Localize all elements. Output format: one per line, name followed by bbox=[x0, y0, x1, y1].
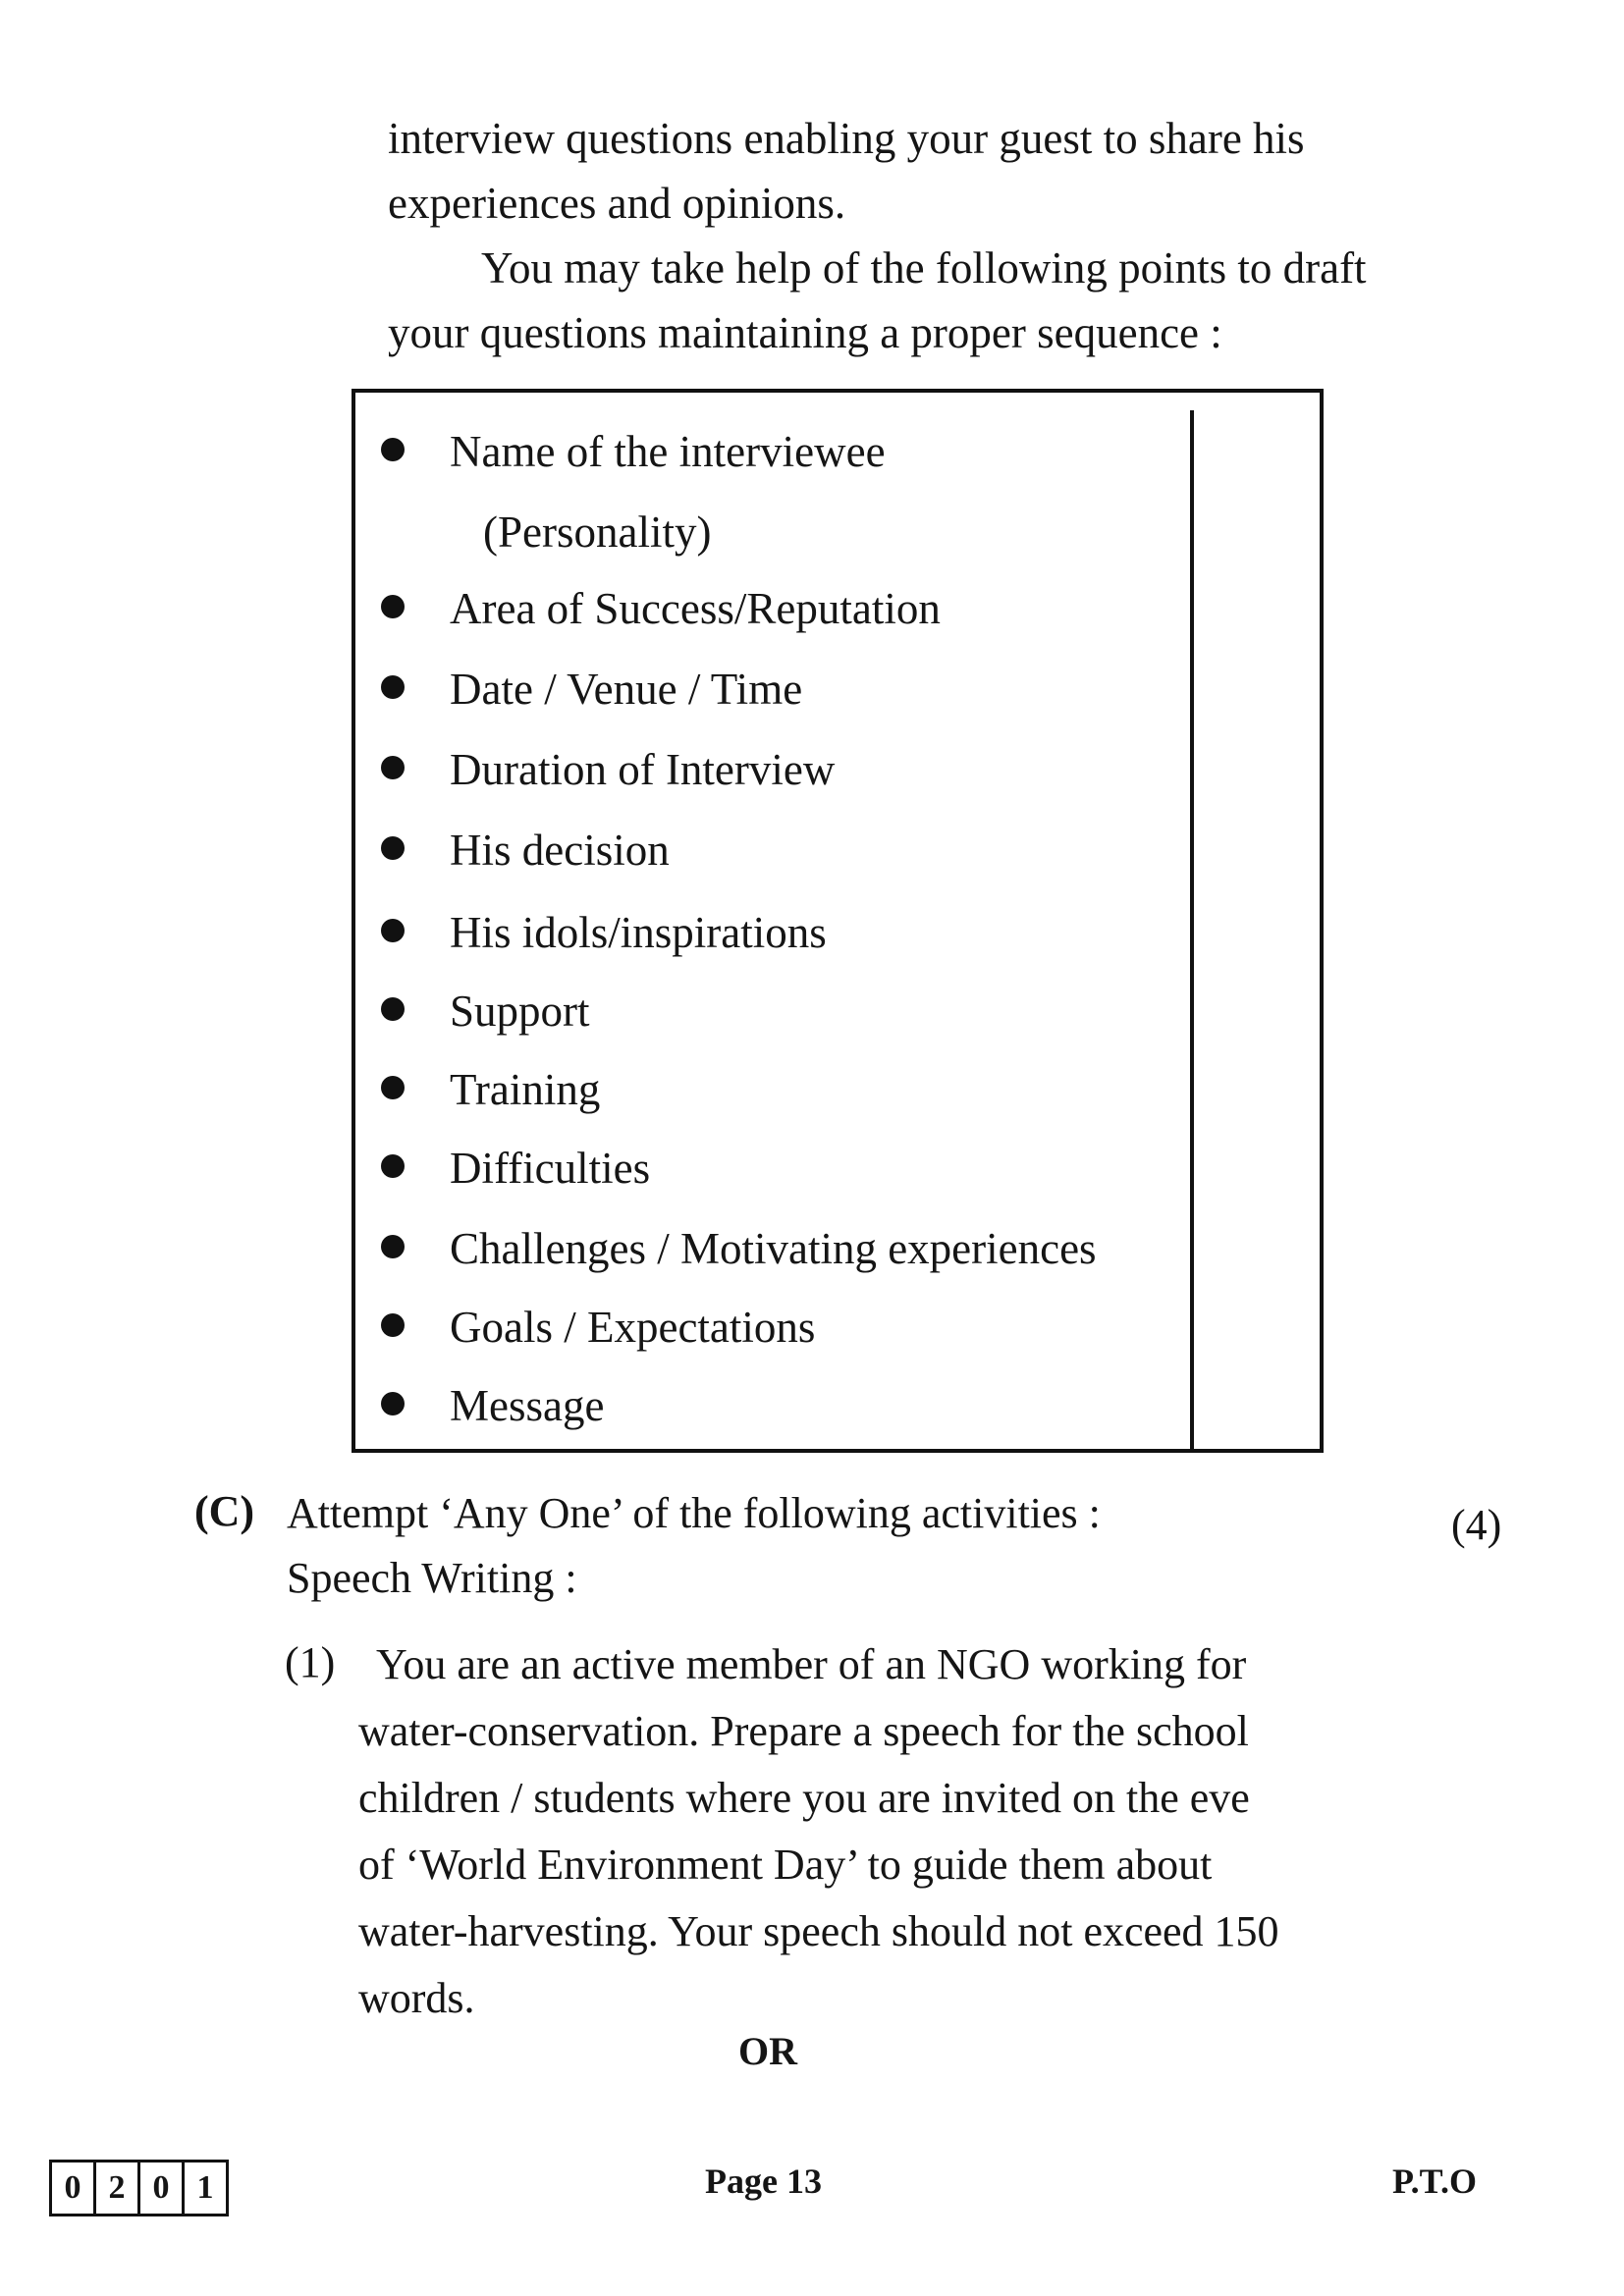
bullet-icon bbox=[381, 1235, 405, 1258]
point-item bbox=[355, 660, 1180, 719]
point-item bbox=[355, 579, 1180, 638]
point-label: Challenges / Motivating experiences bbox=[450, 1224, 1097, 1273]
point-item bbox=[355, 422, 1180, 481]
question-1-line-5 bbox=[358, 1898, 1326, 1965]
section-c-label: (C) bbox=[194, 1487, 255, 1535]
bullet-icon bbox=[381, 1392, 405, 1415]
question-1-number: (1) bbox=[285, 1638, 336, 1686]
section-c-marks: (4) bbox=[1451, 1501, 1502, 1549]
section-c-subheading: Speech Writing : bbox=[287, 1554, 577, 1602]
question-1-line-2 bbox=[358, 1698, 1326, 1765]
paper-code-digit-3: 0 bbox=[140, 2163, 185, 2214]
bullet-icon bbox=[381, 1076, 405, 1099]
intro-line-4: your questions maintaining a proper sequence : bbox=[388, 308, 1222, 357]
point-item bbox=[355, 1219, 1180, 1278]
bullet-icon bbox=[381, 836, 405, 860]
points-box bbox=[352, 389, 1324, 1453]
bullet-icon bbox=[381, 438, 405, 461]
question-1-line-4-text: of ‘World Environment Day’ to guide them about bbox=[358, 1841, 1213, 1889]
question-1-line-4 bbox=[358, 1832, 1326, 1898]
paper-code-digit-4: 1 bbox=[196, 2169, 214, 2206]
bullet-icon bbox=[381, 1313, 405, 1337]
point-label: (Personality) bbox=[483, 507, 712, 557]
point-label: Duration of Interview bbox=[450, 745, 836, 794]
bullet-icon bbox=[381, 919, 405, 942]
question-1-line-1 bbox=[358, 1631, 1326, 1698]
intro-line-1: interview questions enabling your guest to share his bbox=[388, 114, 1305, 163]
point-label: Area of Success/Reputation bbox=[450, 584, 941, 633]
question-1-line-2-text: water-conservation. Prepare a speech for the school bbox=[358, 1707, 1249, 1755]
point-label: His idols/inspirations bbox=[450, 908, 827, 957]
point-item bbox=[355, 1298, 1180, 1357]
pto-label: P.T.O bbox=[1392, 2162, 1478, 2201]
points-box-divider bbox=[1190, 410, 1194, 1449]
bullet-icon bbox=[381, 997, 405, 1021]
question-1-line-6 bbox=[358, 1965, 1326, 2032]
bullet-icon bbox=[381, 595, 405, 618]
bullet-icon bbox=[381, 756, 405, 779]
point-label: Difficulties bbox=[450, 1144, 651, 1193]
question-1-line-6-text: words. bbox=[358, 1974, 475, 2022]
point-label: Training bbox=[450, 1065, 601, 1114]
point-label: Name of the interviewee bbox=[450, 427, 886, 476]
point-label: Message bbox=[450, 1381, 605, 1430]
point-item bbox=[355, 1376, 1180, 1435]
point-label: His decision bbox=[450, 826, 670, 875]
point-item bbox=[355, 982, 1180, 1041]
intro-line-3: You may take help of the following points to draft bbox=[481, 243, 1367, 293]
bullet-icon bbox=[381, 1154, 405, 1178]
or-separator: OR bbox=[738, 2029, 797, 2073]
point-item bbox=[355, 903, 1180, 962]
question-1-line-5-text: water-harvesting. Your speech should not exceed 150 bbox=[358, 1907, 1279, 1955]
section-c-instruction: Attempt ‘Any One’ of the following activities : bbox=[287, 1489, 1101, 1537]
point-item bbox=[355, 1060, 1180, 1119]
point-label: Date / Venue / Time bbox=[450, 665, 803, 714]
point-label: Support bbox=[450, 987, 590, 1036]
question-1-line-1-text: You are an active member of an NGO working for bbox=[376, 1640, 1247, 1688]
intro-line-2: experiences and opinions. bbox=[388, 179, 846, 228]
point-label: Goals / Expectations bbox=[450, 1303, 816, 1352]
point-item bbox=[355, 503, 1180, 561]
paper-code-digit-1: 0 bbox=[52, 2163, 96, 2214]
point-item bbox=[355, 821, 1180, 880]
point-item bbox=[355, 740, 1180, 799]
point-item bbox=[355, 1139, 1180, 1198]
page-number: Page 13 bbox=[705, 2162, 822, 2201]
paper-code-digit-2: 2 bbox=[96, 2163, 140, 2214]
paper-code-box bbox=[49, 2160, 229, 2216]
question-1-line-3-text: children / students where you are invited on the eve bbox=[358, 1774, 1250, 1822]
intro-paragraph bbox=[388, 106, 1370, 365]
question-1-line-3 bbox=[358, 1765, 1326, 1832]
question-1-text bbox=[358, 1631, 1326, 2032]
bullet-icon bbox=[381, 675, 405, 699]
